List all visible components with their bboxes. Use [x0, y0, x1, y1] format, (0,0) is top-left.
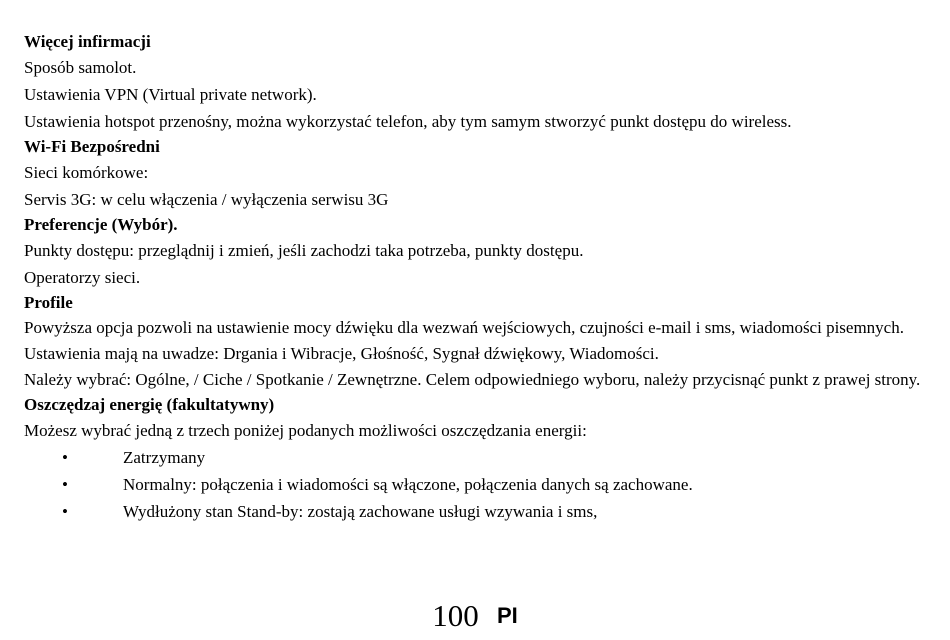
section-heading: Profile — [24, 293, 73, 312]
bullet-icon: • — [62, 502, 68, 521]
text-line: Sieci komórkowe: — [24, 163, 149, 182]
list-item-text: Zatrzymany — [123, 448, 206, 467]
list-item-text: Normalny: połączenia i wiadomości są włączone, połączenia danych są zachowane. — [123, 475, 693, 494]
paragraph: Należy wybrać: Ogólne, / Ciche / Spotkanie / Zewnętrzne. Celem odpowiedniego wyboru, należy przycisnąć punkt z prawej strony. — [24, 370, 921, 389]
text-line: Ustawienia VPN (Virtual private network). — [24, 85, 317, 104]
bullet-icon: • — [62, 448, 68, 467]
bullet-list — [24, 444, 930, 525]
document-body — [24, 30, 930, 525]
text-line: Operatorzy sieci. — [24, 268, 141, 287]
text-line: Możesz wybrać jedną z trzech poniżej podanych możliwości oszczędzania energii: — [24, 421, 587, 440]
section-heading: Oszczędzaj energię (fakultatywny) — [24, 395, 275, 414]
bullet-icon: • — [62, 475, 68, 494]
page-footer — [0, 598, 950, 634]
list-item — [24, 471, 930, 498]
list-item-text: Wydłużony stan Stand-by: zostają zachowane usługi wzywania i sms, — [123, 502, 598, 521]
text-line: Sposób samolot. — [24, 58, 137, 77]
page-number: 100 — [432, 598, 479, 633]
paragraph: Powyższa opcja pozwoli na ustawienie mocy dźwięku dla wezwań wejściowych, czujności e-mail i sms, wiadomości pisemnych. Ustawienia mają na uwadze: Drgania i Wibracje, Głośność, Sygnał dźwiękowy, Wiadomości. — [24, 318, 904, 363]
list-item — [24, 498, 930, 525]
section-heading: Więcej infirmacji — [24, 32, 151, 51]
section-heading: Preferencje (Wybór). — [24, 215, 178, 234]
text-line: Punkty dostępu: przeglądnij i zmień, jeśli zachodzi taka potrzeba, punkty dostępu. — [24, 241, 584, 260]
language-code: PI — [496, 603, 518, 628]
text-line: Ustawienia hotspot przenośny, można wykorzystać telefon, aby tym samym stworzyć punkt dostępu do wireless. — [24, 112, 792, 131]
section-heading: Wi-Fi Bezpośredni — [24, 137, 160, 156]
list-item — [24, 444, 930, 471]
text-line: Servis 3G: w celu włączenia / wyłączenia serwisu 3G — [24, 190, 389, 209]
